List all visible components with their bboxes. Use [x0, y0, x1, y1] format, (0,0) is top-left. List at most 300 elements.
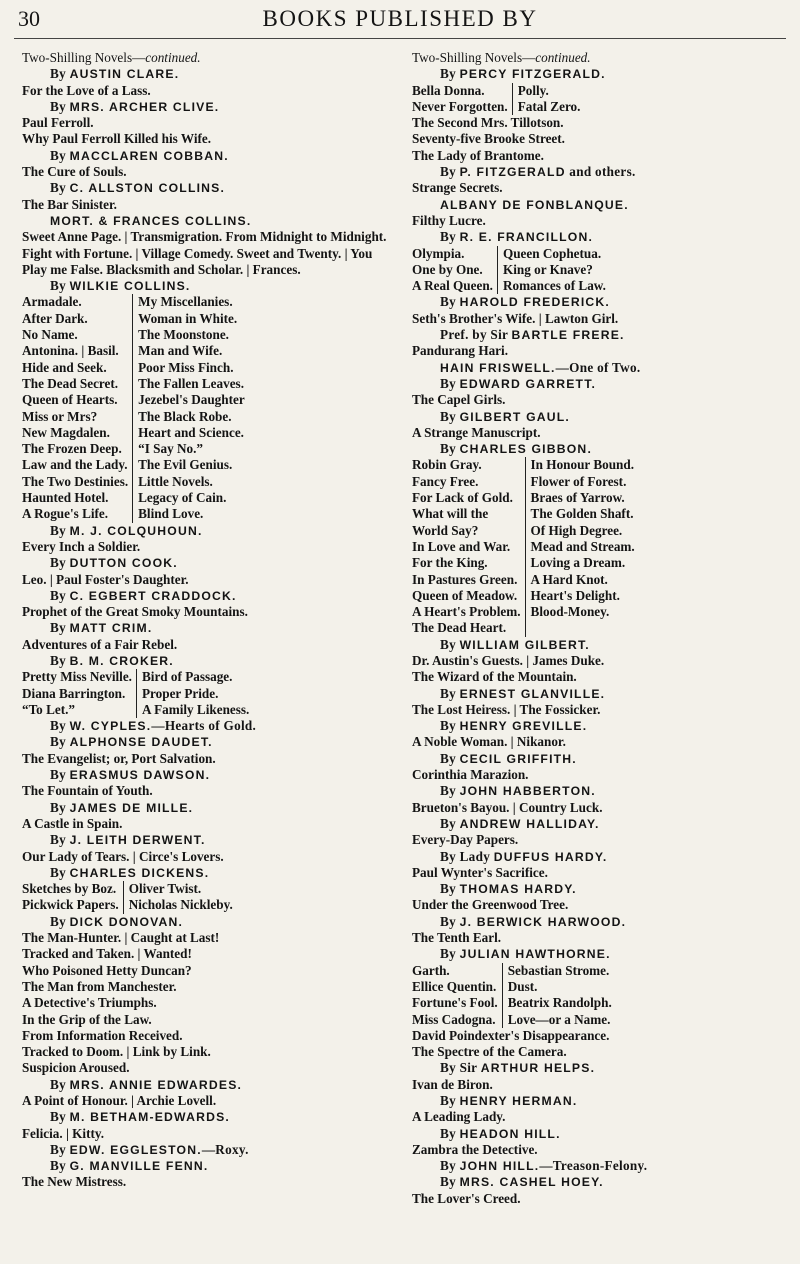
author-by: By [440, 441, 460, 457]
author-by: By [440, 294, 460, 310]
author-name: ERNEST GLANVILLE. [459, 686, 606, 701]
author-name: GILBERT GAUL. [459, 409, 570, 424]
book-title: Jezebel's Daughter [138, 392, 245, 408]
author-heading [412, 914, 790, 930]
author-heading [22, 213, 400, 229]
book-title: Seth's Brother's Wife. | Lawton Girl. [412, 310, 619, 326]
book-title: The Two Destinies. [22, 473, 129, 489]
book-title: Man and Wife. [138, 343, 223, 359]
book-title: Braes of Yarrow. [530, 490, 625, 506]
book-title: Pickwick Papers. [22, 897, 119, 913]
author-title: —Roxy. [201, 1141, 249, 1157]
author-by: By [50, 66, 70, 82]
book-title: Diana Barrington. [22, 685, 126, 701]
author-by: By [50, 767, 70, 783]
author-name: HENRY GREVILLE. [459, 719, 588, 734]
author-heading [412, 441, 790, 457]
author-heading [412, 1060, 790, 1076]
author-by: By [440, 913, 460, 929]
author-name: B. M. CROKER. [69, 653, 174, 668]
author-by: By [50, 652, 70, 668]
book-title: The Man from Manchester. [22, 978, 177, 994]
book-title: What will the [412, 506, 489, 522]
title-column-b [124, 881, 400, 914]
author-name: CHARLES DICKENS. [69, 865, 210, 880]
author-heading [412, 849, 790, 865]
book-title: A Point of Honour. | Archie Lovell. [22, 1093, 217, 1108]
book-title: Poor Miss Finch. [138, 359, 234, 375]
book-title: Suspicion Aroused. [22, 1060, 130, 1076]
author-by: By Sir [440, 1060, 481, 1076]
author-heading [22, 800, 400, 816]
book-title: Bird of Passage. [141, 669, 233, 685]
title-column-b [526, 457, 790, 636]
author-by: By [440, 375, 460, 391]
book-title: Tracked and Taken. | Wanted! [22, 946, 192, 962]
author-name: JOHN HABBERTON. [459, 784, 596, 799]
title-column-b [133, 294, 400, 522]
book-title: Sketches by Boz. [22, 881, 117, 897]
book-title: Pandurang Hari. [412, 343, 508, 359]
author-by: By [50, 913, 70, 929]
author-by: By [50, 620, 70, 636]
book-titles-paragraph: Sweet Anne Page. | Transmigration. From Midnight to Midnight. Fight with Fortune. | Village Comedy. Sweet and Twenty. | You Play me False. Blacksmith and Scholar. | Frances. [22, 229, 387, 277]
author-heading [22, 555, 400, 571]
book-title: The Dead Heart. [412, 620, 507, 636]
book-title: Law and the Lady. [22, 457, 128, 473]
author-by: By [440, 636, 460, 652]
author-heading [412, 783, 790, 799]
author-name: HAROLD FREDERICK. [459, 295, 610, 310]
book-title: A Real Queen. [412, 278, 493, 294]
author-heading [412, 637, 790, 653]
series-title: Two-Shilling Novels— [22, 50, 146, 65]
author-name: R. E. FRANCILLON. [459, 230, 594, 245]
book-title: Adventures of a Fair Rebel. [22, 636, 178, 652]
author-name: C. EGBERT CRADDOCK. [69, 588, 237, 603]
book-title: Flower of Forest. [530, 473, 627, 489]
author-name: MRS. ARCHER CLIVE. [69, 99, 220, 114]
book-title: Love—or a Name. [507, 1011, 611, 1027]
book-title: Sebastian Strome. [507, 962, 610, 978]
title-columns [412, 83, 790, 116]
author-heading [22, 1142, 400, 1158]
author-heading [412, 686, 790, 702]
book-title: Polly. [517, 82, 549, 98]
author-heading [22, 1077, 400, 1093]
author-heading [412, 376, 790, 392]
author-by: By [440, 1125, 460, 1141]
book-title: Oliver Twist. [128, 881, 202, 897]
book-title: The Moonstone. [138, 327, 229, 343]
author-by: By [50, 147, 70, 163]
book-title: A Heart's Problem. [412, 604, 521, 620]
book-title: My Miscellanies. [138, 294, 233, 310]
author-name: THOMAS HARDY. [459, 882, 577, 897]
author-heading [412, 1158, 790, 1174]
book-title: Hide and Seek. [22, 359, 107, 375]
book-title: A Strange Manuscript. [412, 424, 541, 440]
author-by: By [50, 555, 70, 571]
author-name: M. J. COLQUHOUN. [69, 523, 203, 538]
book-title: A Hard Knot. [530, 571, 608, 587]
author-heading [22, 99, 400, 115]
book-title: Dr. Austin's Guests. | James Duke. [412, 652, 605, 668]
author-heading [412, 946, 790, 962]
book-title: The Wizard of the Mountain. [412, 669, 577, 685]
author-by: By [50, 1076, 70, 1092]
author-name: MRS. CASHEL HOEY. [459, 1175, 604, 1190]
book-title: Seventy-five Brooke Street. [412, 131, 565, 147]
book-title: Why Paul Ferroll Killed his Wife. [22, 131, 212, 147]
author-heading [412, 197, 790, 213]
author-name: WILLIAM GILBERT. [459, 637, 590, 652]
author-heading [412, 229, 790, 245]
author-by: By [440, 946, 460, 962]
author-title: —Hearts of Gold. [151, 718, 257, 734]
book-title: Brueton's Bayou. | Country Luck. [412, 799, 603, 815]
book-title: Haunted Hotel. [22, 490, 109, 506]
series-heading [412, 50, 790, 66]
book-title: Strange Secrets. [412, 180, 503, 196]
book-title: One by One. [412, 261, 483, 277]
book-title: Blind Love. [138, 506, 204, 522]
book-title: “To Let.” [22, 701, 75, 717]
author-name: HAIN FRISWELL. [440, 360, 556, 375]
author-name: MRS. ANNIE EDWARDES. [69, 1077, 243, 1092]
title-column-b [498, 246, 790, 295]
author-heading [412, 816, 790, 832]
book-title: The Capel Girls. [412, 392, 506, 408]
author-heading [22, 278, 400, 294]
running-title: BOOKS PUBLISHED BY [262, 6, 538, 31]
author-heading [412, 1093, 790, 1109]
author-name: AUSTIN CLARE. [69, 67, 180, 82]
title-columns [412, 457, 790, 636]
author-name: J. BERWICK HARWOOD. [459, 914, 627, 929]
author-heading [412, 409, 790, 425]
author-heading [412, 1126, 790, 1142]
book-title: Antonina. | Basil. [22, 343, 119, 359]
title-columns [22, 294, 400, 522]
book-title: King or Knave? [502, 261, 593, 277]
author-by: By [50, 1158, 70, 1174]
author-heading [22, 767, 400, 783]
author-name: CHARLES GIBBON. [459, 442, 593, 457]
title-columns [412, 963, 790, 1028]
author-heading [22, 180, 400, 196]
book-title: Heart's Delight. [530, 587, 620, 603]
book-title: For the King. [412, 555, 488, 571]
book-title: Zambra the Detective. [412, 1141, 538, 1157]
author-heading [22, 66, 400, 82]
book-title: Legacy of Cain. [138, 490, 227, 506]
author-heading [412, 66, 790, 82]
book-title: Bella Donna. [412, 82, 485, 98]
book-title: A Detective's Triumphs. [22, 995, 157, 1011]
author-by: By [440, 229, 460, 245]
author-title: —One of Two. [555, 359, 641, 375]
series-continued: continued. [535, 50, 591, 65]
author-name: JULIAN HAWTHORNE. [459, 947, 611, 962]
book-title: New Magdalen. [22, 424, 110, 440]
book-title: Ivan de Biron. [412, 1076, 493, 1092]
author-heading [22, 523, 400, 539]
title-column-b [503, 963, 790, 1028]
book-title: Felicia. | Kitty. [22, 1125, 105, 1141]
book-title: Mead and Stream. [530, 538, 635, 554]
book-title: Corinthia Marazion. [412, 767, 529, 783]
title-column-a [22, 669, 137, 718]
author-name: JAMES DE MILLE. [69, 800, 194, 815]
book-title: The Golden Shaft. [530, 506, 634, 522]
author-title: and others. [565, 164, 636, 180]
author-by: By [440, 815, 460, 831]
author-name: DUTTON COOK. [69, 556, 178, 571]
book-title: The Fallen Leaves. [138, 375, 244, 391]
header-rule [14, 38, 786, 39]
book-title: From Information Received. [22, 1027, 183, 1043]
book-title: Paul Wynter's Sacrifice. [412, 864, 548, 880]
book-title: Robin Gray. [412, 457, 482, 473]
author-heading [412, 294, 790, 310]
book-title: Romances of Law. [502, 278, 606, 294]
author-name: CECIL GRIFFITH. [459, 751, 577, 766]
book-title: Filthy Lucre. [412, 212, 486, 228]
author-by: Pref. by Sir [440, 327, 512, 343]
author-by: By [440, 66, 460, 82]
book-title: Nicholas Nickleby. [128, 897, 233, 913]
title-column-a [22, 294, 133, 522]
author-name: MACCLAREN COBBAN. [69, 148, 229, 163]
author-heading [22, 865, 400, 881]
book-title: Who Poisoned Hetty Duncan? [22, 962, 192, 978]
book-title: Miss or Mrs? [22, 408, 98, 424]
author-heading [412, 881, 790, 897]
book-title: Queen of Hearts. [22, 392, 118, 408]
author-heading [22, 914, 400, 930]
author-title: —Treason-Felony. [539, 1158, 648, 1174]
book-title: The Second Mrs. Tillotson. [412, 115, 564, 131]
author-by: By [50, 278, 70, 294]
book-title: Every-Day Papers. [412, 832, 519, 848]
author-heading [412, 751, 790, 767]
book-title: After Dark. [22, 310, 88, 326]
series-continued: continued. [145, 50, 201, 65]
series-title: Two-Shilling Novels— [412, 50, 536, 65]
author-by: By [50, 1141, 70, 1157]
author-name: ALBANY DE FONBLANQUE. [440, 197, 629, 212]
left-column [22, 50, 400, 1191]
title-column-a [412, 246, 498, 295]
title-column-b [513, 83, 790, 116]
author-by: By [50, 1109, 70, 1125]
author-name: G. MANVILLE FENN. [69, 1159, 209, 1174]
author-name: C. ALLSTON COLLINS. [69, 181, 226, 196]
book-title: A Noble Woman. | Nikanor. [412, 734, 566, 750]
author-heading [22, 1158, 400, 1174]
author-heading [412, 164, 790, 180]
author-name: ALPHONSE DAUDET. [69, 735, 213, 750]
book-title: In the Grip of the Law. [22, 1011, 152, 1027]
author-by: By [440, 408, 460, 424]
book-title: A Family Likeness. [141, 701, 250, 717]
author-by: By [440, 750, 460, 766]
author-by: By [50, 98, 70, 114]
author-heading [22, 734, 400, 750]
book-title: The Evil Genius. [138, 457, 233, 473]
title-columns [22, 669, 400, 718]
book-title: Little Novels. [138, 473, 213, 489]
book-title: Woman in White. [138, 310, 238, 326]
book-title: “I Say No.” [138, 441, 203, 457]
author-heading [22, 1109, 400, 1125]
title-column-a [22, 881, 124, 914]
author-heading [412, 1174, 790, 1190]
author-by: By [50, 799, 70, 815]
book-title: The Lover's Creed. [412, 1190, 521, 1206]
author-name: EDWARD GARRETT. [459, 376, 597, 391]
author-name: J. LEITH DERWENT. [69, 833, 206, 848]
book-title: For Lack of Gold. [412, 490, 513, 506]
book-title: Dust. [507, 978, 538, 994]
author-heading [22, 832, 400, 848]
book-title: Paul Ferroll. [22, 115, 94, 131]
book-title: Garth. [412, 962, 450, 978]
title-columns [412, 246, 790, 295]
author-by: By [440, 718, 460, 734]
author-by: By Lady [440, 848, 494, 864]
book-title: The Lady of Brantome. [412, 147, 544, 163]
author-name: EDW. EGGLESTON. [69, 1142, 202, 1157]
author-name: PERCY FITZGERALD. [459, 67, 606, 82]
book-title: The Spectre of the Camera. [412, 1044, 567, 1060]
author-name: P. FITZGERALD [459, 165, 566, 180]
author-heading [412, 360, 790, 376]
author-by: By [50, 832, 70, 848]
book-title: Leo. | Paul Foster's Daughter. [22, 571, 189, 587]
author-by: By [50, 180, 70, 196]
author-heading [22, 588, 400, 604]
book-title: Prophet of the Great Smoky Mountains. [22, 604, 248, 620]
book-title: Miss Cadogna. [412, 1011, 496, 1027]
author-heading [22, 653, 400, 669]
author-heading [412, 718, 790, 734]
book-title: For the Love of a Lass. [22, 82, 151, 98]
book-title: The Black Robe. [138, 408, 232, 424]
author-by: By [50, 864, 70, 880]
book-title: A Rogue's Life. [22, 506, 109, 522]
author-by: By [50, 718, 70, 734]
author-name: JOHN HILL. [459, 1159, 540, 1174]
book-title: Never Forgotten. [412, 98, 508, 114]
book-title: The New Mistress. [22, 1174, 127, 1190]
book-title: Fortune's Fool. [412, 995, 498, 1011]
book-title: Proper Pride. [141, 685, 219, 701]
book-title: World Say? [412, 522, 479, 538]
book-title: Blood-Money. [530, 604, 610, 620]
author-name: DUFFUS HARDY. [493, 849, 608, 864]
book-title: The Frozen Deep. [22, 441, 122, 457]
book-title: In Honour Bound. [530, 457, 635, 473]
book-title: Olympia. [412, 245, 465, 261]
author-name: HENRY HERMAN. [459, 1094, 578, 1108]
page-header [14, 4, 786, 36]
author-name: DICK DONOVAN. [69, 914, 184, 929]
book-title: Loving a Dream. [530, 555, 626, 571]
book-title: The Dead Secret. [22, 375, 119, 391]
book-title: Of High Degree. [530, 522, 623, 538]
author-heading [22, 718, 400, 734]
book-title: Queen of Meadow. [412, 587, 518, 603]
right-column [412, 50, 790, 1207]
book-title: David Poindexter's Disappearance. [412, 1027, 610, 1043]
author-by: By [440, 685, 460, 701]
author-by: By [440, 1158, 460, 1174]
author-heading [22, 148, 400, 164]
book-title: Every Inch a Soldier. [22, 538, 141, 554]
author-heading [412, 327, 790, 343]
author-name: MORT. & FRANCES COLLINS. [50, 213, 252, 228]
title-column-b [137, 669, 400, 718]
book-title: The Cure of Souls. [22, 164, 127, 180]
book-title: In Pastures Green. [412, 571, 518, 587]
book-title: In Love and War. [412, 538, 511, 554]
author-name: BARTLE FRERE. [511, 328, 625, 343]
author-by: By [440, 783, 460, 799]
book-title: Heart and Science. [138, 424, 244, 440]
author-by: By [50, 734, 70, 750]
title-column-a [412, 963, 503, 1028]
author-by: By [50, 522, 70, 538]
author-by: By [440, 881, 460, 897]
title-columns [22, 881, 400, 914]
author-name: M. BETHAM-EDWARDS. [69, 1110, 230, 1125]
author-heading [22, 620, 400, 636]
author-name: ARTHUR HELPS. [480, 1061, 596, 1076]
book-title: Queen Cophetua. [502, 245, 602, 261]
book-title: The Bar Sinister. [22, 196, 117, 212]
title-column-a [412, 457, 526, 636]
book-title: The Evangelist; or, Port Salvation. [22, 750, 216, 766]
book-title: Under the Greenwood Tree. [412, 897, 569, 913]
author-name: ERASMUS DAWSON. [69, 768, 211, 783]
author-name: MATT CRIM. [69, 621, 153, 636]
author-by: By [50, 587, 70, 603]
book-title: Ellice Quentin. [412, 978, 497, 994]
title-column-a [412, 83, 513, 116]
book-title: The Tenth Earl. [412, 930, 502, 946]
page-number: 30 [18, 6, 40, 31]
author-name: HEADON HILL. [459, 1126, 561, 1141]
author-by: By [440, 164, 460, 180]
book-title: Fatal Zero. [517, 98, 581, 114]
book-title: The Fountain of Youth. [22, 783, 153, 799]
book-title: The Lost Heiress. | The Fossicker. [412, 701, 601, 717]
author-name: WILKIE COLLINS. [69, 279, 191, 294]
book-title: No Name. [22, 327, 78, 343]
book-title: A Castle in Spain. [22, 815, 123, 831]
book-title: The Man-Hunter. | Caught at Last! [22, 930, 220, 946]
author-name: ANDREW HALLIDAY. [459, 816, 600, 831]
author-by: By [440, 1093, 460, 1108]
book-title: Fancy Free. [412, 473, 479, 489]
author-name: W. CYPLES. [69, 719, 152, 734]
series-heading [22, 50, 400, 66]
author-by: By [440, 1174, 460, 1190]
book-title: Our Lady of Tears. | Circe's Lovers. [22, 848, 224, 864]
book-title: Armadale. [22, 294, 82, 310]
